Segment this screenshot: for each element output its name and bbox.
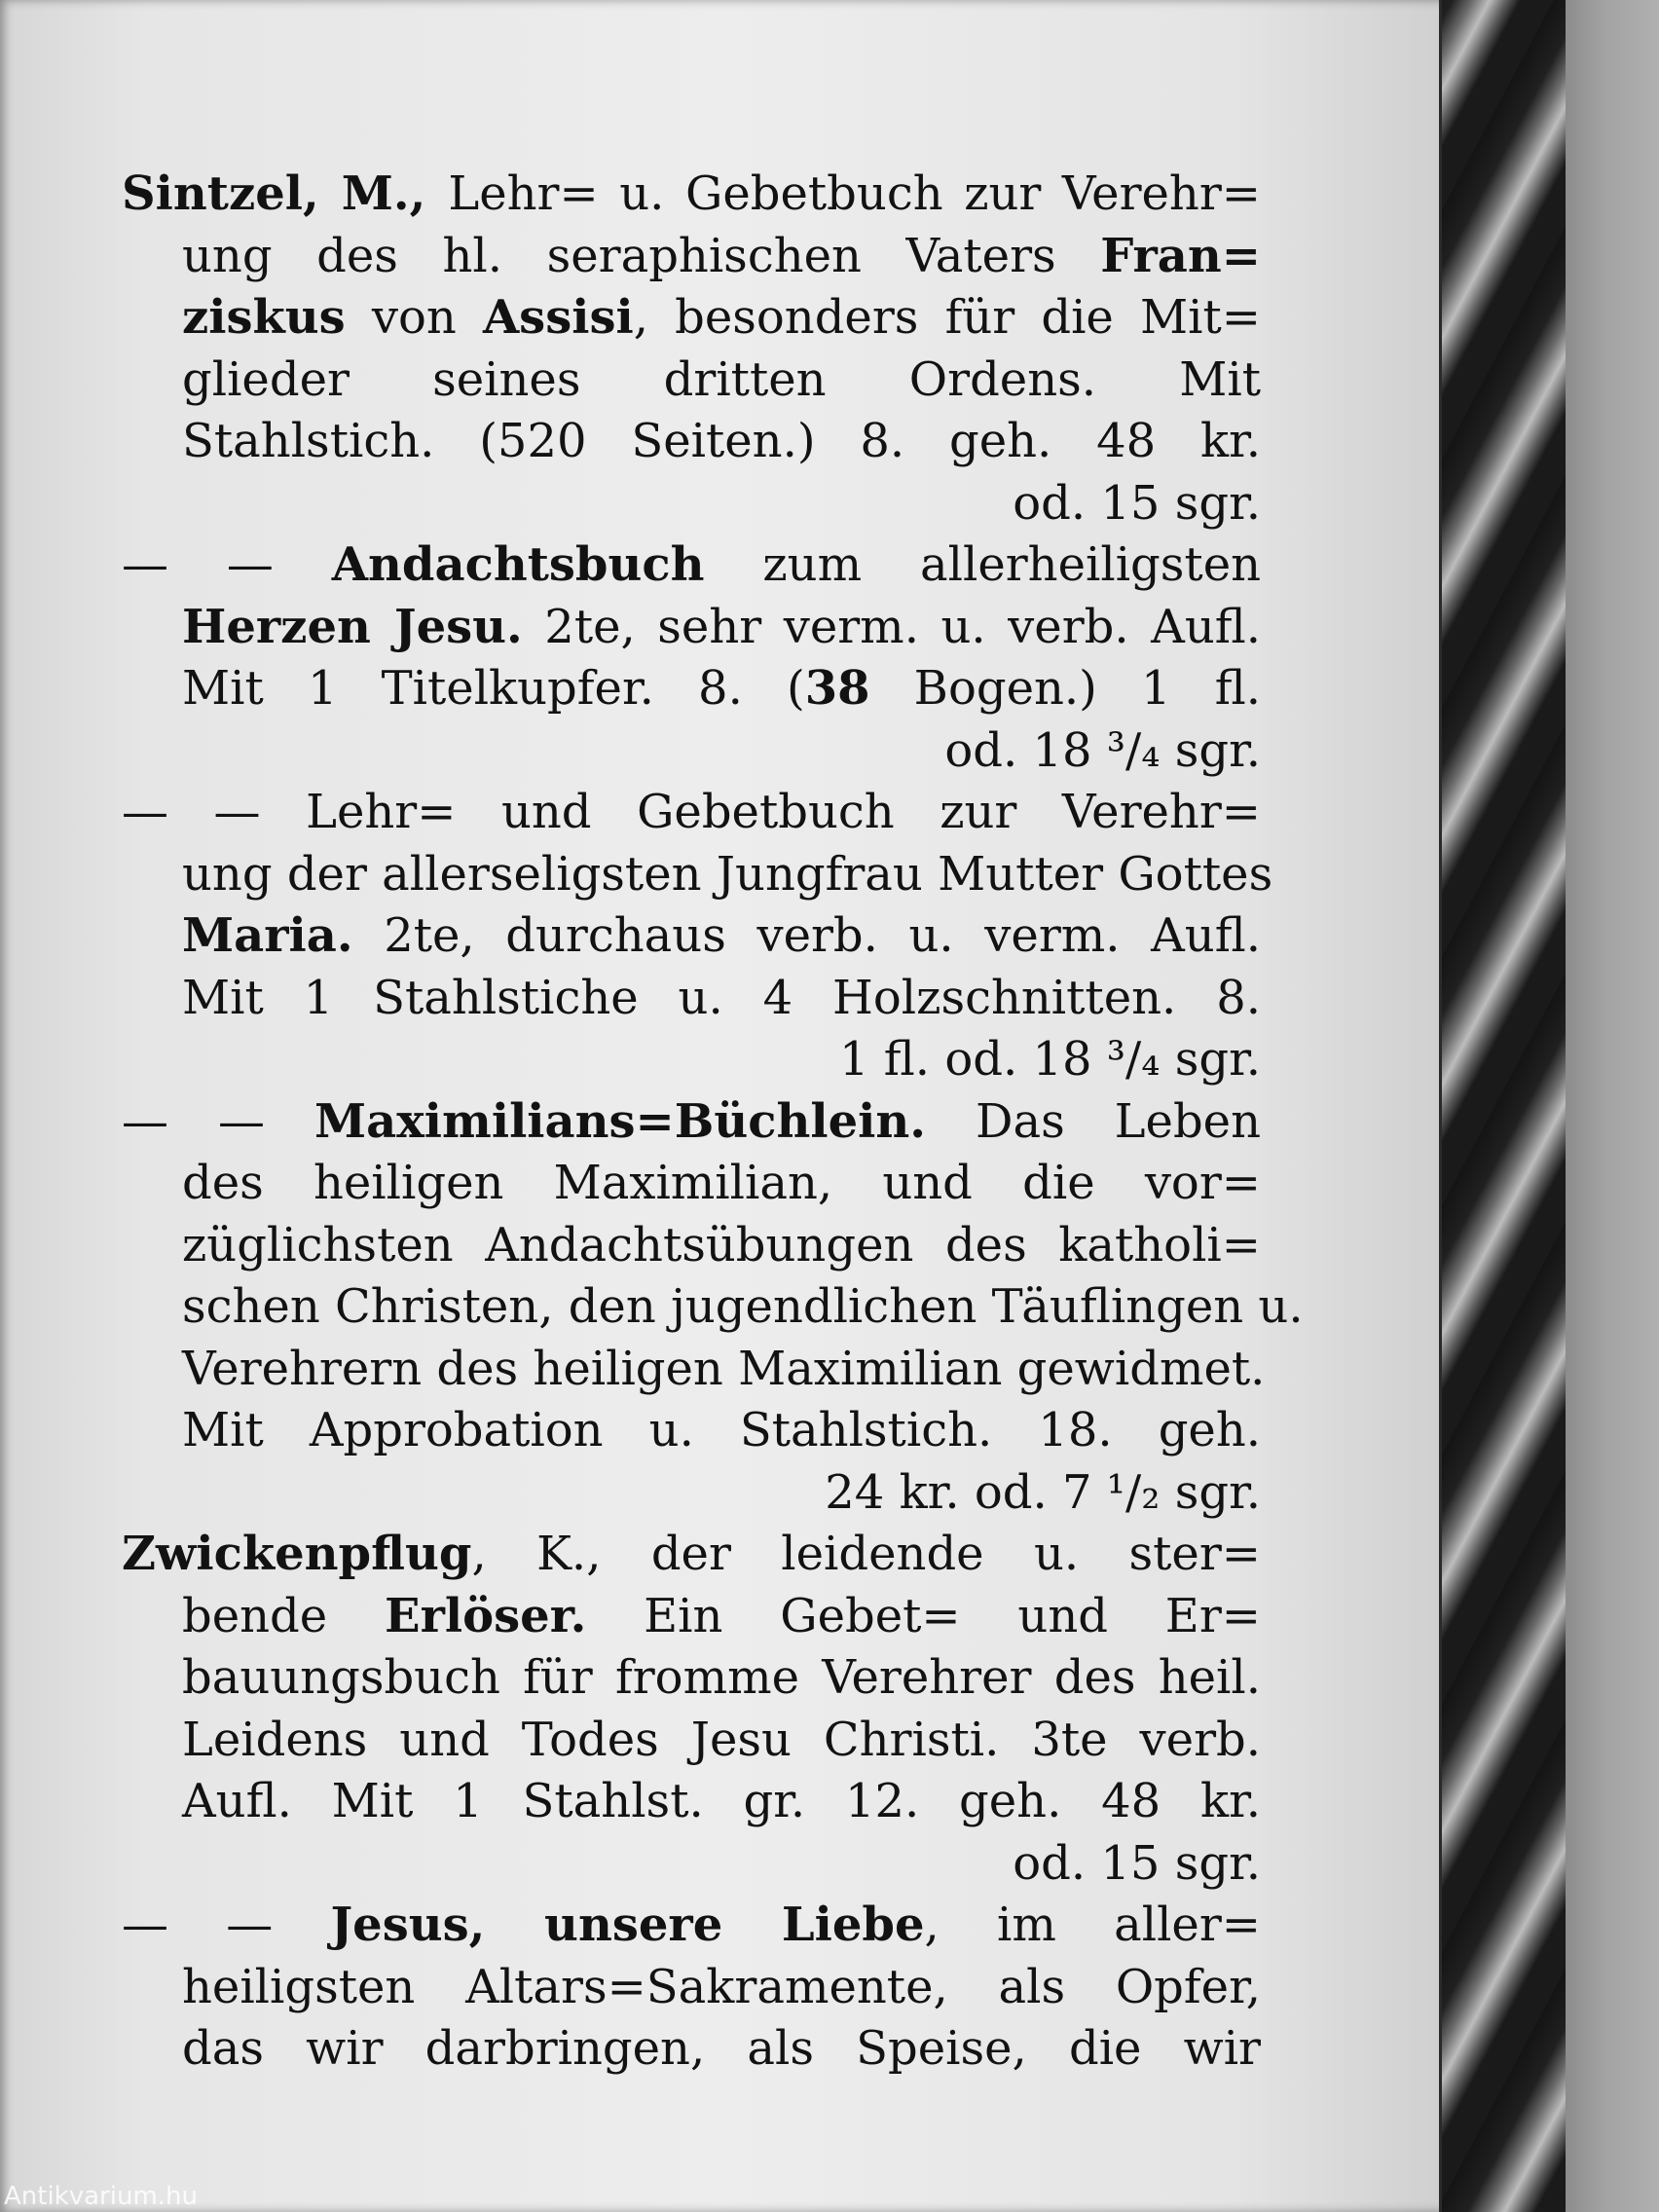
entry-line: Verehrern des heiligen Maximilian gewidmet.: [182, 1341, 1266, 1396]
entry-price: 24 kr. od. 7 ¹/₂ sgr.: [825, 1464, 1261, 1520]
entry-price: od. 15 sgr.: [1013, 475, 1261, 531]
entry-line: Sintzel, M., Lehr= u. Gebetbuch zur Verehr=: [122, 166, 1262, 221]
entry-line: Stahlstich. (520 Seiten.) 8. geh. 48 kr.: [182, 414, 1261, 468]
entry-line: Mit Approbation u. Stahlstich. 18. geh.: [182, 1403, 1261, 1457]
entry-line: züglichsten Andachtsübungen des katholi=: [182, 1217, 1261, 1272]
entry-line: des heiligen Maximilian, und die vor=: [182, 1156, 1261, 1210]
watermark: Antikvarium.hu: [4, 2182, 198, 2211]
entry-line: heiligsten Altars=Sakramente, als Opfer,: [182, 1959, 1261, 2014]
entry-line: ung der allerseligsten Jungfrau Mutter Gottes: [182, 846, 1273, 902]
entry-line: — — Jesus, unsere Liebe, im aller=: [122, 1898, 1261, 1952]
entry-price: od. 15 sgr.: [1013, 1835, 1261, 1891]
entry-line: — — Andachtsbuch zum allerheiligsten: [122, 537, 1262, 592]
catalog-entry-zwickenpflug: [122, 1524, 1261, 1895]
entry-price: od. 18 ³/₄ sgr.: [944, 722, 1261, 778]
entry-line: Aufl. Mit 1 Stahlst. gr. 12. geh. 48 kr.: [182, 1774, 1261, 1828]
entry-line: schen Christen, den jugendlichen Täuflingen u.: [182, 1279, 1304, 1334]
entry-line: Maria. 2te, durchaus verb. u. verm. Aufl.: [182, 908, 1261, 963]
catalog-entry-sintzel: [122, 164, 1261, 535]
entry-line: Leidens und Todes Jesu Christi. 3te verb.: [182, 1712, 1261, 1767]
entry-line: glieder seines dritten Ordens. Mit: [182, 351, 1261, 407]
catalog-entry-jesus-unsere-liebe: [122, 1895, 1261, 2081]
entry-price: 1 fl. od. 18 ³/₄ sgr.: [838, 1032, 1261, 1087]
entry-line: Mit 1 Titelkupfer. 8. (38 Bogen.) 1 fl.: [182, 661, 1261, 716]
entry-line: Zwickenpflug, K., der leidende u. ster=: [122, 1527, 1261, 1581]
entry-line: bende Erlöser. Ein Gebet= und Er=: [182, 1588, 1262, 1643]
catalog-text: [122, 164, 1304, 2081]
catalog-entry-maximilian: [122, 1091, 1304, 1525]
entry-line: ung des hl. seraphischen Vaters Fran=: [182, 228, 1261, 283]
entry-line: ziskus von Assisi, besonders für die Mit=: [182, 290, 1261, 345]
background-surface: [1566, 0, 1659, 2212]
entry-line: — — Maximilians=Büchlein. Das Leben: [122, 1093, 1261, 1149]
entry-line: das wir darbringen, als Speise, die wir: [182, 2021, 1261, 2076]
catalog-entry-andachtsbuch: [122, 535, 1261, 782]
entry-line: Herzen Jesu. 2te, sehr verm. u. verb. Aufl.: [182, 599, 1262, 654]
entry-line: Mit 1 Stahlstiche u. 4 Holzschnitten. 8.: [182, 970, 1261, 1025]
catalog-entry-maria: [122, 782, 1273, 1091]
entry-line: — — Lehr= und Gebetbuch zur Verehr=: [122, 785, 1261, 839]
book-spine: [1439, 0, 1568, 2212]
entry-line: bauungsbuch für fromme Verehrer des heil.: [182, 1650, 1261, 1705]
